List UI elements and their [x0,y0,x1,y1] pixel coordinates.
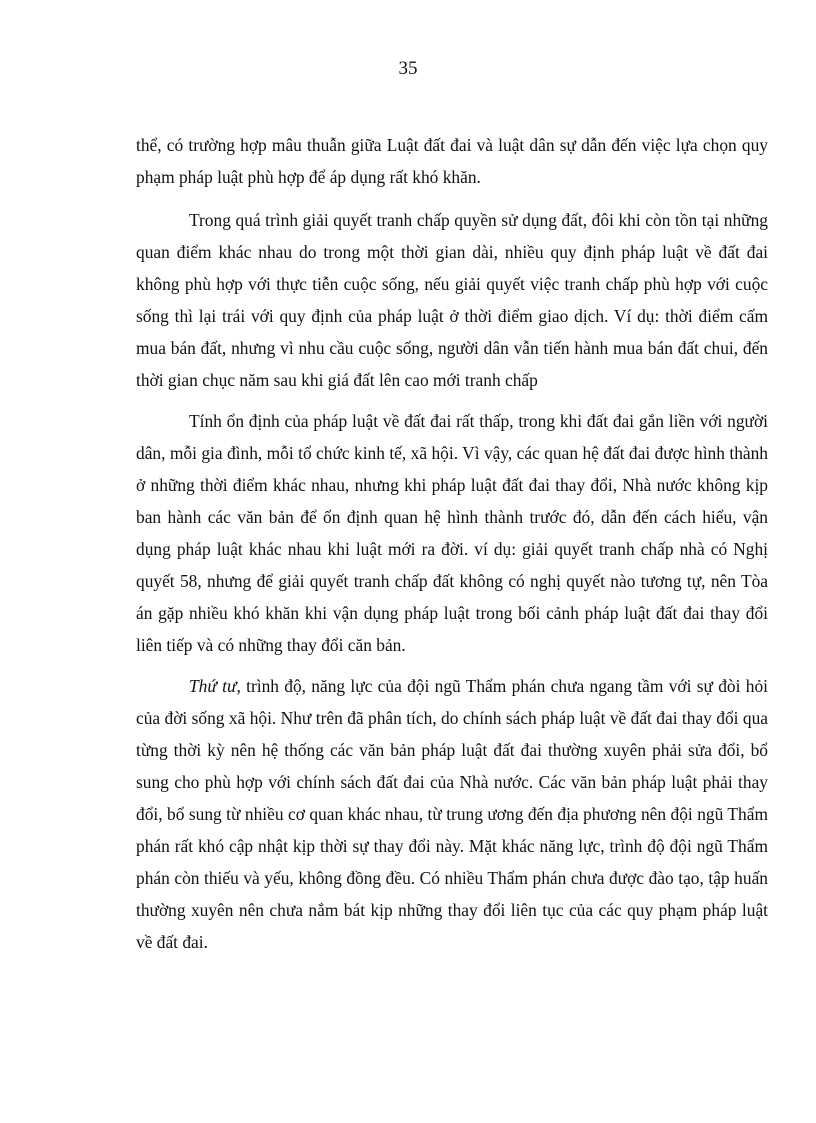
paragraph-judge-capacity [136,670,768,958]
paragraph-law-stability: Tính ổn định của pháp luật về đất đai rất thấp, trong khi đất đai gắn liền với người dân, mỗi gia đình, mỗi tổ chức kinh tế, xã hội. Vì vậy, các quan hệ đất đai được hình thành ở những thời điểm khác nhau, nhưng khi pháp luật đất đai thay đổi, Nhà nước không kịp ban hành các văn bản để ổn định quan hệ hình thành trước đó, dẫn đến cách hiểu, vận dụng pháp luật khác nhau khi luật mới ra đời. ví dụ: giải quyết tranh chấp nhà có Nghị quyết 58, nhưng để giải quyết tranh chấp đất không có nghị quyết nào tương tự, nên Tòa án gặp nhiều khó khăn khi vận dụng pháp luật trong bối cảnh pháp luật đất đai thay đổi liên tiếp và có những thay đổi căn bản. [136,411,768,655]
paragraph-continuation: thể, có trường hợp mâu thuẫn giữa Luật đất đai và luật dân sự dẫn đến việc lựa chọn quy phạm pháp luật phù hợp để áp dụng rất khó khăn. [136,135,768,187]
paragraph-body: , trình độ, năng lực của đội ngũ Thẩm phán chưa ngang tầm với sự đòi hỏi của đời sống xã hội. Như trên đã phân tích, do chính sách pháp luật về đất đai thay đổi qua từng thời kỳ nên hệ thống các văn bản pháp luật đất đai thường xuyên phải sửa đổi, bổ sung cho phù hợp với chính sách đất đai của Nhà nước. Các văn bản pháp luật phải thay đổi, bổ sung từ nhiều cơ quan khác nhau, từ trung ương đến địa phương nên đội ngũ Thẩm phán rất khó cập nhật kịp thời sự thay đổi này. Mặt khác năng lực, trình độ đội ngũ Thẩm phán còn thiếu và yếu, không đồng đều. Có nhiều Thẩm phán chưa được đào tạo, tập huấn thường xuyên nên chưa nắm bát kịp những thay đổi liên tục của các quy phạm pháp luật về đất đai. [136,676,768,952]
body-text [136,129,768,967]
page-number: 35 [398,58,418,79]
paragraph-dispute-views: Trong quá trình giải quyết tranh chấp quyền sử dụng đất, đôi khi còn tồn tại những quan điểm khác nhau do trong một thời gian dài, nhiều quy định pháp luật về đất đai không phù hợp với thực tiễn cuộc sống, nếu giải quyết việc tranh chấp phù hợp với cuộc sống thì lại trái với quy định của pháp luật ở thời điểm giao dịch. Ví dụ: thời điểm cấm mua bán đất, nhưng vì nhu cầu cuộc sống, người dân vẫn tiến hành mua bán đất chui, đến thời gian chục năm sau khi giá đất lên cao mới tranh chấp [136,210,768,390]
italic-lead-phrase: Thứ tư [189,676,237,696]
